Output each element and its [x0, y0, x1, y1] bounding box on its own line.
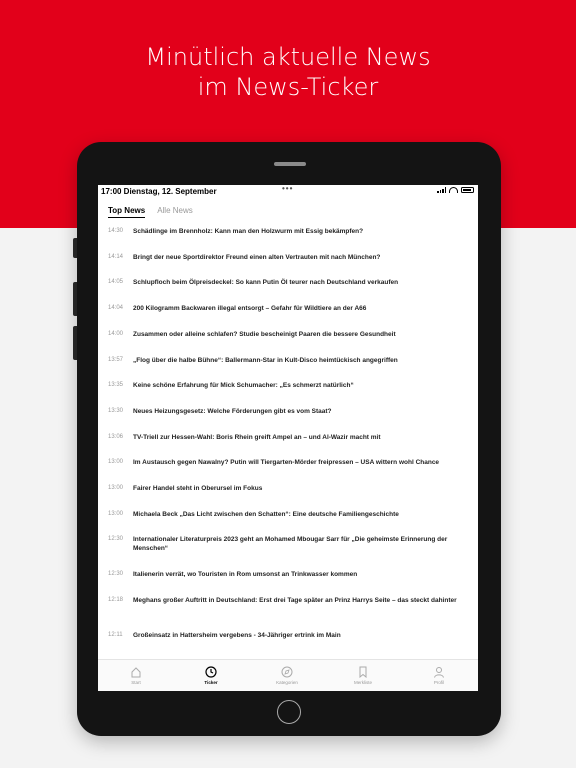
news-headline: 200 Kilogramm Backwaren illegal entsorgt – Gefahr für Wildtiere an der A66: [133, 305, 367, 313]
news-list-item[interactable]: [98, 225, 478, 251]
person-icon: [433, 665, 445, 677]
news-time: 13:00: [108, 459, 124, 466]
tablet-home-button[interactable]: [277, 700, 301, 724]
news-time: 13:00: [108, 510, 124, 517]
tabbar-merkliste[interactable]: [333, 665, 393, 685]
clock-icon: [205, 665, 217, 677]
tab-alle-news[interactable]: Alle News: [157, 206, 193, 215]
tabbar-ticker[interactable]: [181, 665, 241, 685]
news-tabs: [108, 206, 193, 218]
news-time: 13:35: [108, 382, 124, 389]
news-headline: Meghans großer Auftritt in Deutschland: Erst drei Tage später an Prinz Harrys Seite – das steckt dahinter: [133, 597, 457, 604]
news-time: 14:05: [108, 279, 124, 286]
news-time: 14:00: [108, 330, 124, 337]
news-list-item[interactable]: [98, 251, 478, 277]
wifi-icon: [449, 187, 458, 193]
news-list-item[interactable]: [98, 594, 478, 628]
news-time: 14:30: [108, 228, 124, 234]
tabbar-label: Kategorien: [276, 680, 298, 685]
news-headline: Bringt der neue Sportdirektor Freund einen alten Vertrauten mit nach München?: [133, 253, 381, 261]
news-headline: Neues Heizungsgesetz: Welche Förderungen gibt es vom Staat?: [133, 407, 332, 415]
news-list-item[interactable]: [98, 482, 478, 508]
status-time-date: 17:00 Dienstag, 12. September: [101, 187, 217, 196]
promo-headline: [0, 42, 576, 102]
news-time: 13:57: [108, 356, 124, 363]
promo-headline-line2: im News-Ticker: [197, 73, 379, 101]
news-list-item[interactable]: [98, 405, 478, 431]
news-list-item[interactable]: [98, 276, 478, 302]
news-time: 12:18: [108, 597, 124, 603]
news-headline: Fairer Handel steht in Oberursel im Fokus: [133, 485, 263, 492]
news-headline: TV-Triell zur Hessen-Wahl: Boris Rhein greift Ampel an – und Al-Wazir macht mit: [133, 433, 381, 441]
news-time: 14:14: [108, 253, 124, 260]
news-headline: Großeinsatz in Hattersheim vergebens - 34-Jähriger ertrink im Main: [133, 632, 341, 639]
multitask-dots-icon[interactable]: •••: [282, 185, 294, 193]
news-headline: Schlupfloch beim Ölpreisdeckel: So kann Putin Öl teurer nach Deutschland verkaufen: [133, 279, 399, 287]
news-list-item[interactable]: [98, 629, 478, 655]
news-headline: Zusammen oder alleine schlafen? Studie bescheinigt Paaren die bessere Gesundheit: [133, 330, 396, 338]
news-time: 13:06: [108, 433, 124, 440]
battery-icon: [461, 187, 474, 193]
news-time: 14:04: [108, 305, 124, 312]
tabbar-profil[interactable]: [409, 665, 469, 685]
app-screen: [98, 185, 478, 691]
status-bar: [98, 185, 478, 199]
promo-headline-line1: Minütlich aktuelle News: [145, 43, 431, 71]
tablet-speaker: [274, 162, 306, 166]
news-headline: Michaela Beck „Das Licht zwischen den Schatten“: Eine deutsche Familiengeschichte: [133, 510, 399, 518]
tabbar-label: Start: [131, 680, 141, 685]
news-list-item[interactable]: [98, 508, 478, 534]
home-icon: [130, 665, 142, 677]
news-headline: Keine schöne Erfahrung für Mick Schumacher: „Es schmerzt natürlich“: [133, 382, 354, 390]
tabbar-label: Ticker: [204, 680, 218, 685]
tabbar-start[interactable]: [106, 665, 166, 685]
news-headline: „Flog über die halbe Bühne“: Ballermann-Star in Kult-Disco heimtückisch angegriffen: [133, 356, 398, 364]
tab-top-news[interactable]: Top News: [108, 206, 145, 218]
news-list-item[interactable]: [98, 302, 478, 328]
tabbar-kategorien[interactable]: [257, 665, 317, 685]
news-time: 12:30: [108, 536, 124, 543]
news-time: 12:30: [108, 571, 124, 577]
bottom-tab-bar: [98, 659, 478, 691]
news-headline: Italienerin verrät, wo Touristen in Rom umsonst an Trinkwasser kommen: [133, 571, 358, 578]
news-time: 12:11: [108, 632, 123, 638]
news-headline: Internationaler Literaturpreis 2023 geht an Mohamed Mbougar Sarr für „Die geheimste Erinnerung der Menschen“: [133, 536, 448, 553]
news-list-item[interactable]: [98, 568, 478, 594]
bookmark-icon: [357, 665, 369, 677]
news-list-item[interactable]: [98, 328, 478, 354]
news-list-item[interactable]: [98, 533, 478, 567]
news-list-item[interactable]: [98, 354, 478, 380]
compass-icon: [281, 665, 293, 677]
news-time: 13:00: [108, 485, 124, 491]
news-headline: Schädlinge im Brennholz: Kann man den Holzwurm mit Essig bekämpfen?: [133, 228, 364, 235]
news-list-item[interactable]: [98, 456, 478, 482]
tabbar-label: Merkliste: [353, 680, 372, 685]
cellular-signal-icon: [437, 187, 446, 193]
news-list-item[interactable]: [98, 431, 478, 457]
news-headline: Im Austausch gegen Nawalny? Putin will Tiergarten-Mörder freipressen – USA wittern wohl Chance: [133, 459, 440, 467]
news-time: 13:30: [108, 407, 124, 414]
news-list-item[interactable]: [98, 379, 478, 405]
tabbar-label: Profil: [433, 680, 445, 685]
